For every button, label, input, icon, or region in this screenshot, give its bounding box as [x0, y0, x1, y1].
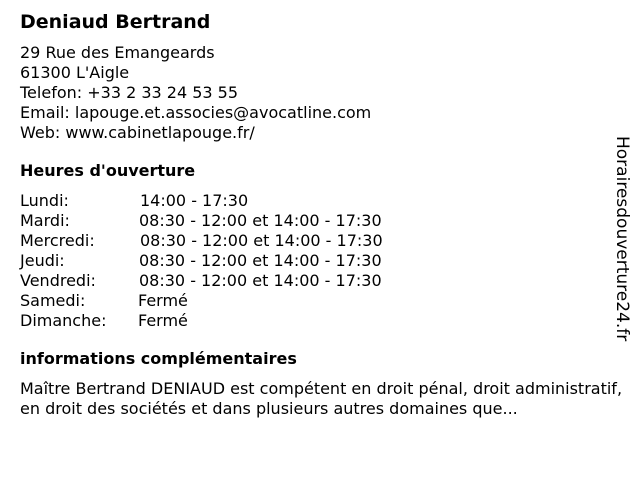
- hours-value: 08:30 - 12:00 et 14:00 - 17:30: [139, 211, 382, 230]
- site-watermark: Horairesdouverture24.fr: [612, 136, 632, 342]
- street-address: 29 Rue des Emangeards: [20, 43, 215, 62]
- day-label: Lundi:: [20, 191, 69, 210]
- hours-row-monday: [20, 191, 620, 211]
- email-line: Email: lapouge.et.associes@avocatline.com: [20, 103, 372, 122]
- city-address: 61300 L'Aigle: [20, 63, 130, 82]
- business-name: Deniaud Bertrand: [20, 11, 211, 33]
- day-label: Jeudi:: [20, 251, 65, 270]
- hours-value: 14:00 - 17:30: [140, 191, 249, 210]
- day-label: Samedi:: [20, 291, 86, 310]
- hours-row-tuesday: [20, 211, 620, 231]
- day-label: Dimanche:: [20, 311, 107, 330]
- hours-row-friday: [20, 271, 620, 291]
- hours-row-wednesday: [20, 231, 620, 251]
- phone-line: Telefon: +33 2 33 24 53 55: [20, 83, 239, 102]
- day-label: Vendredi:: [20, 271, 96, 290]
- additional-info-text: Maître Bertrand DENIAUD est compétent en droit pénal, droit administratif, en droit des sociétés et dans plusieurs autres domaines que...: [20, 379, 623, 418]
- hours-value: Fermé: [138, 311, 188, 330]
- day-label: Mercredi:: [20, 231, 95, 250]
- hours-value: 08:30 - 12:00 et 14:00 - 17:30: [140, 231, 383, 250]
- hours-row-thursday: [20, 251, 620, 271]
- hours-row-sunday: [20, 311, 620, 331]
- hours-row-saturday: [20, 291, 620, 311]
- hours-value: Fermé: [138, 291, 188, 310]
- day-label: Mardi:: [20, 211, 70, 230]
- hours-value: 08:30 - 12:00 et 14:00 - 17:30: [139, 271, 382, 290]
- website-line: Web: www.cabinetlapouge.fr/: [20, 123, 255, 142]
- additional-info-heading: informations complémentaires: [20, 349, 297, 368]
- opening-hours-table: [20, 191, 620, 331]
- opening-hours-heading: Heures d'ouverture: [20, 161, 196, 180]
- hours-value: 08:30 - 12:00 et 14:00 - 17:30: [139, 251, 382, 270]
